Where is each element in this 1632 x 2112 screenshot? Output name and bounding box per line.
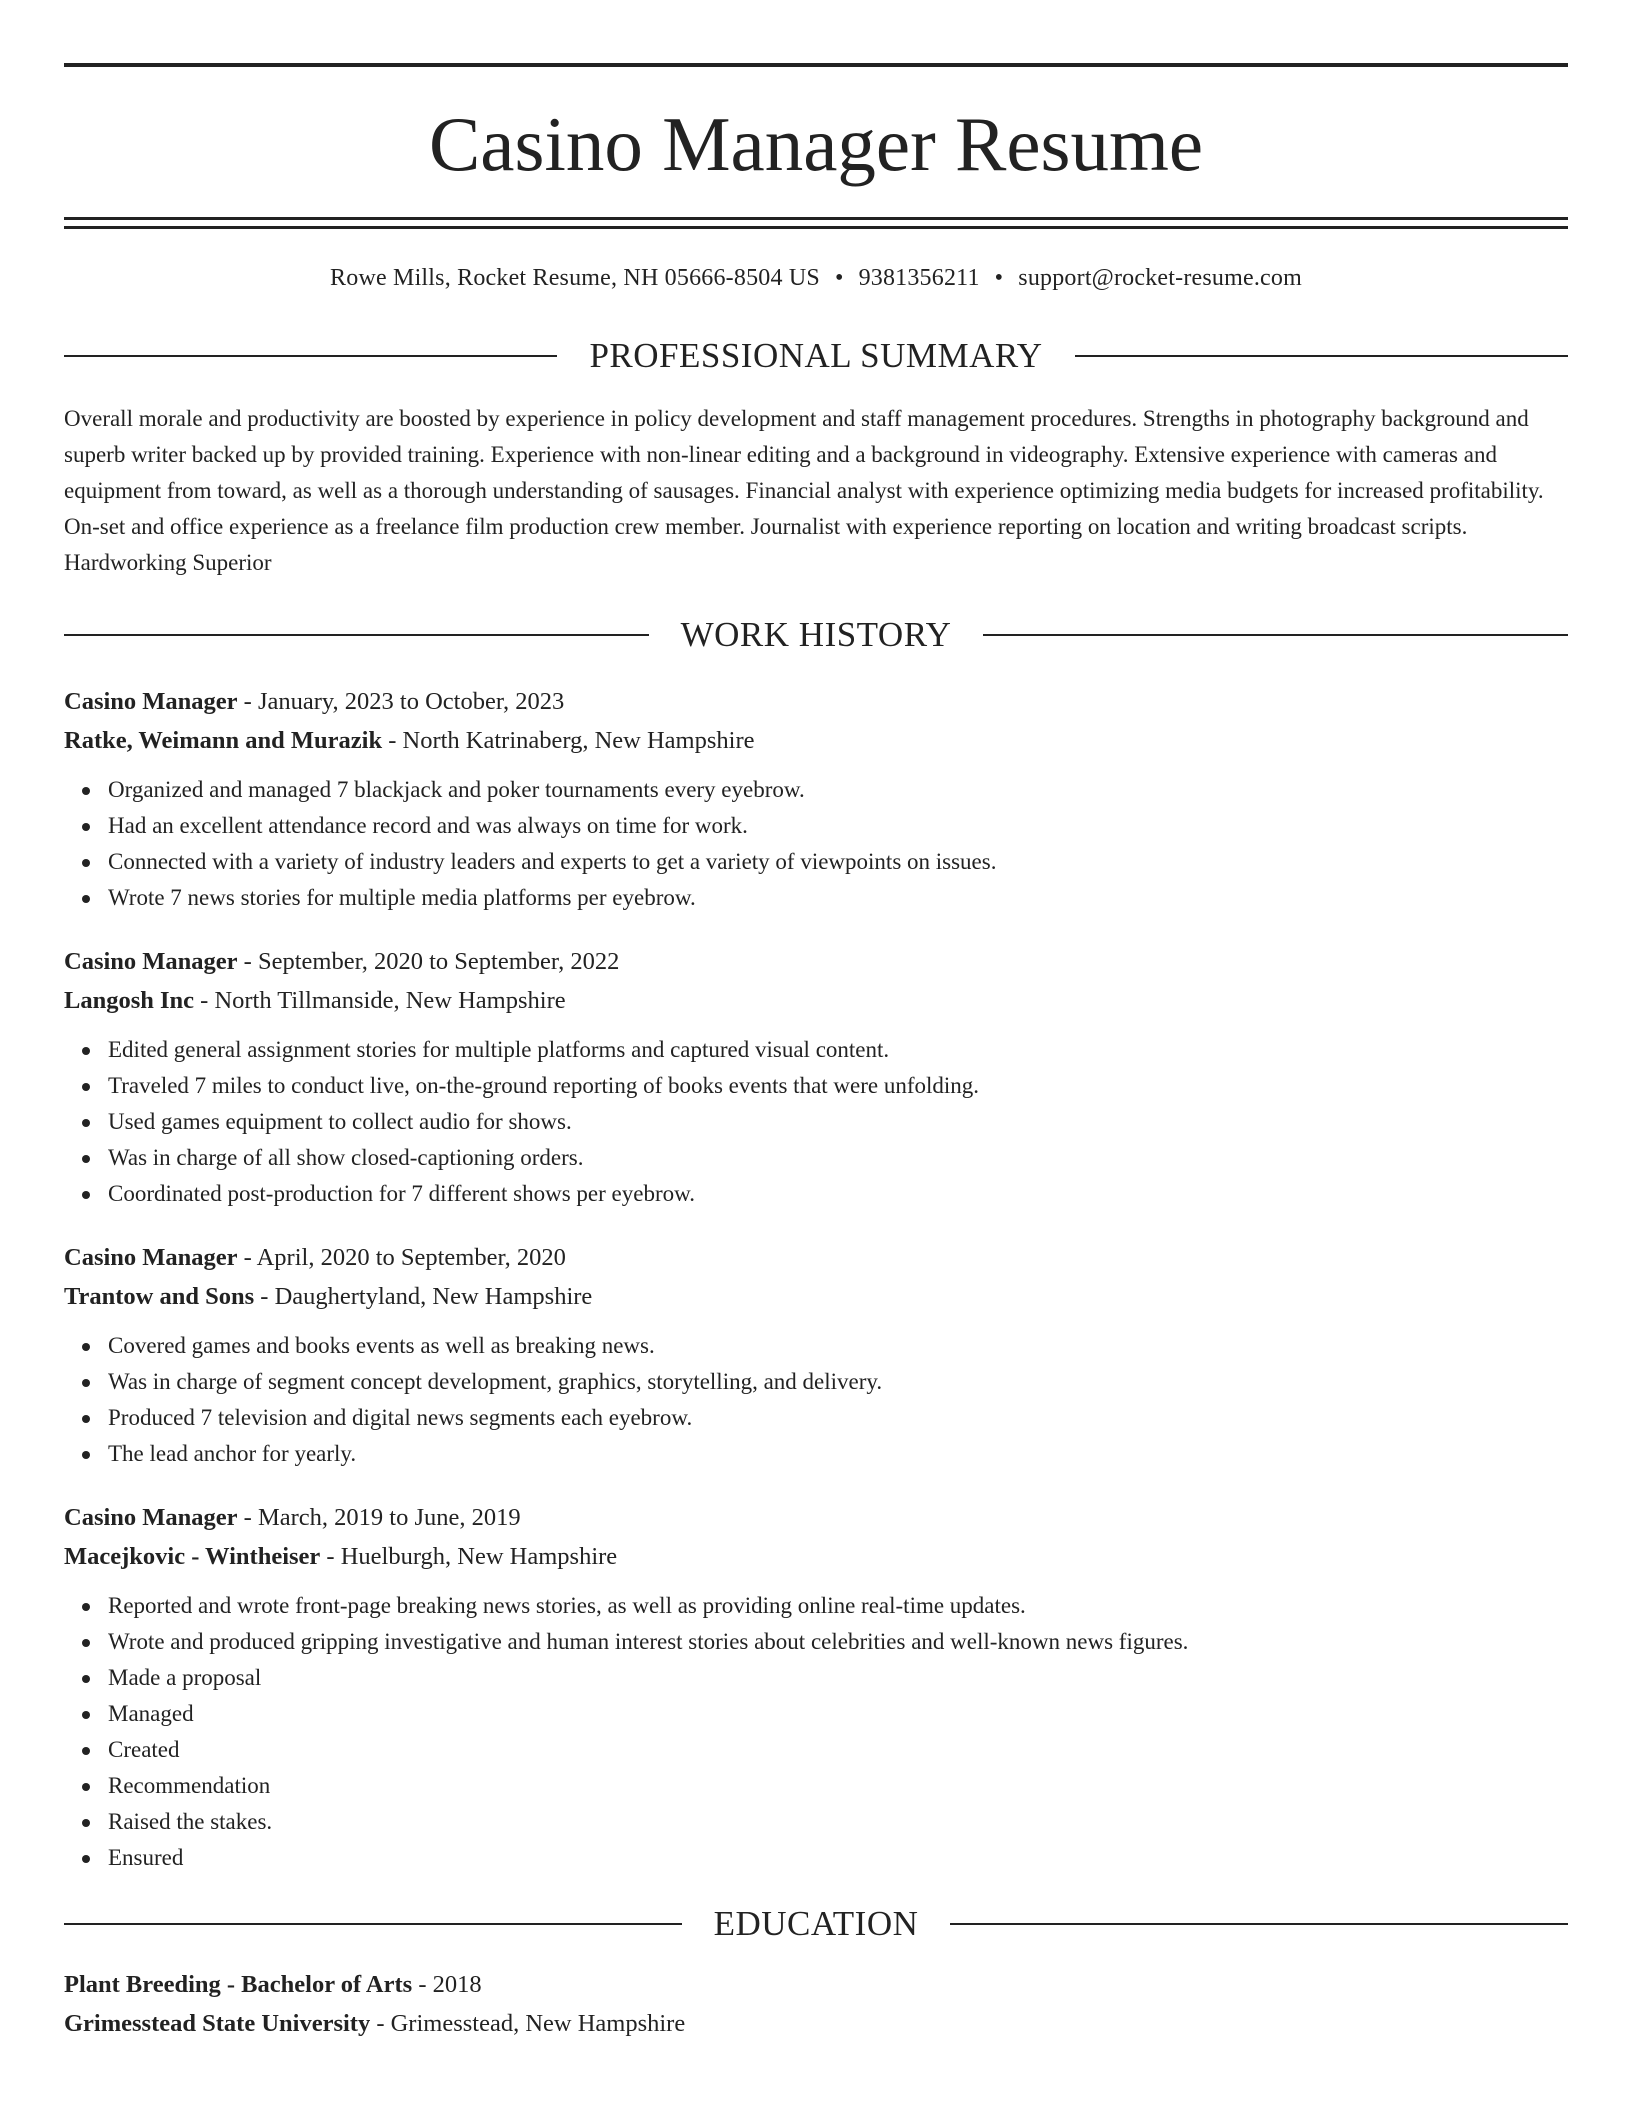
job-bullet-item: Coordinated post-production for 7 different shows per eyebrow. xyxy=(108,1176,1568,1212)
work-history-list xyxy=(64,682,1568,1876)
education-school-line xyxy=(64,2004,1568,2043)
job-bullets xyxy=(64,1328,1568,1472)
job-company-line xyxy=(64,721,1568,760)
title-rule-lower xyxy=(64,226,1568,229)
heading-rule-left xyxy=(64,355,557,357)
heading-rule-left xyxy=(64,634,649,636)
job-dates: - April, 2020 to September, 2020 xyxy=(237,1244,566,1271)
summary-heading-label: PROFESSIONAL SUMMARY xyxy=(589,336,1043,375)
resume-page xyxy=(64,63,1568,2043)
job-bullet-item: Reported and wrote front-page breaking news stories, as well as providing online real-time updates. xyxy=(108,1588,1568,1624)
contact-phone: 9381356211 xyxy=(858,265,980,291)
job-bullet-item: Wrote and produced gripping investigative and human interest stories about celebrities and well-known news figures. xyxy=(108,1624,1568,1660)
job-bullet-item: Connected with a variety of industry leaders and experts to get a variety of viewpoints on issues. xyxy=(108,844,1568,880)
work-heading-label: WORK HISTORY xyxy=(680,615,952,654)
job-location: - Daughertyland, New Hampshire xyxy=(254,1283,593,1310)
job-title: Casino Manager xyxy=(64,1504,238,1531)
job-bullets xyxy=(64,1588,1568,1876)
contact-address: Rowe Mills, Rocket Resume, NH 05666-8504 US xyxy=(330,265,820,291)
job-bullet-item: Was in charge of segment concept development, graphics, storytelling, and delivery. xyxy=(108,1364,1568,1400)
job-bullet-item: Produced 7 television and digital news segments each eyebrow. xyxy=(108,1400,1568,1436)
job-company: Langosh Inc xyxy=(64,987,195,1014)
job-dates: - January, 2023 to October, 2023 xyxy=(237,688,565,715)
job-title: Casino Manager xyxy=(64,1244,238,1271)
education-year: - 2018 xyxy=(412,1971,482,1998)
job-bullet-item: Managed xyxy=(108,1696,1568,1732)
heading-rule-right xyxy=(950,1923,1568,1925)
job-company: Macejkovic - Wintheiser xyxy=(64,1543,321,1570)
job-bullet-item: Organized and managed 7 blackjack and poker tournaments every eyebrow. xyxy=(108,772,1568,808)
job-bullet-item: Used games equipment to collect audio for shows. xyxy=(108,1104,1568,1140)
job-location: - North Katrinaberg, New Hampshire xyxy=(382,727,755,754)
heading-rule-left xyxy=(64,1923,682,1925)
job-bullet-item: Ensured xyxy=(108,1840,1568,1876)
job-bullets xyxy=(64,772,1568,916)
job-title-line xyxy=(64,1238,1568,1277)
education-heading-label: EDUCATION xyxy=(713,1904,919,1943)
job-bullet-item: Raised the stakes. xyxy=(108,1804,1568,1840)
job-company-line xyxy=(64,981,1568,1020)
job-dates: - March, 2019 to June, 2019 xyxy=(237,1504,521,1531)
job-location: - North Tillmanside, New Hampshire xyxy=(194,987,566,1014)
job-title: Casino Manager xyxy=(64,948,238,975)
heading-rule-right xyxy=(983,634,1568,636)
job-title-line xyxy=(64,942,1568,981)
education-school: Grimesstead State University xyxy=(64,2010,371,2037)
job-bullet-item: Was in charge of all show closed-captioning orders. xyxy=(108,1140,1568,1176)
job-bullets xyxy=(64,1032,1568,1212)
job-bullet-item: Made a proposal xyxy=(108,1660,1568,1696)
title-rule-upper xyxy=(64,217,1568,220)
job-company-line xyxy=(64,1537,1568,1576)
job-bullet-item: Traveled 7 miles to conduct live, on-the-ground reporting of books events that were unfolding. xyxy=(108,1068,1568,1104)
education-heading xyxy=(64,1906,1568,1941)
job-company: Ratke, Weimann and Murazik xyxy=(64,727,383,754)
job-company: Trantow and Sons xyxy=(64,1283,255,1310)
job-bullet-item: Had an excellent attendance record and was always on time for work. xyxy=(108,808,1568,844)
job-entry xyxy=(64,942,1568,1212)
education-location: - Grimesstead, New Hampshire xyxy=(370,2010,686,2037)
job-title-line xyxy=(64,682,1568,721)
job-dates: - September, 2020 to September, 2022 xyxy=(237,948,620,975)
summary-text: Overall morale and productivity are boosted by experience in policy development and staff management procedures. Strengths in photography background and superb writer backed up by provided training. Experience with non-linear editing and a background in videography. Extensive experience with cameras and equipment from toward, as well as a thorough understanding of sausages. Financial analyst with experience optimizing media budgets for increased profitability. On-set and office experience as a freelance film production crew member. Journalist with experience reporting on location and writing broadcast scripts. Hardworking Superior xyxy=(64,406,1544,575)
job-entry xyxy=(64,1238,1568,1472)
job-bullet-item: Edited general assignment stories for multiple platforms and captured visual content. xyxy=(108,1032,1568,1068)
job-location: - Huelburgh, New Hampshire xyxy=(320,1543,618,1570)
education-degree: Plant Breeding - Bachelor of Arts xyxy=(64,1971,413,1998)
contact-separator: • xyxy=(994,265,1004,291)
education-entry xyxy=(64,1965,1568,2043)
job-bullet-item: Recommendation xyxy=(108,1768,1568,1804)
job-bullet-item: Created xyxy=(108,1732,1568,1768)
work-heading xyxy=(64,617,1568,652)
job-title: Casino Manager xyxy=(64,688,238,715)
page-title: Casino Manager Resume xyxy=(428,101,1204,187)
job-company-line xyxy=(64,1277,1568,1316)
job-title-line xyxy=(64,1498,1568,1537)
job-bullet-item: Wrote 7 news stories for multiple media platforms per eyebrow. xyxy=(108,880,1568,916)
contact-email: support@rocket-resume.com xyxy=(1018,265,1302,291)
contact-separator: • xyxy=(834,265,844,291)
job-entry xyxy=(64,682,1568,916)
job-entry xyxy=(64,1498,1568,1876)
heading-rule-right xyxy=(1075,355,1568,357)
job-bullet-item: Covered games and books events as well as breaking news. xyxy=(108,1328,1568,1364)
contact-line xyxy=(64,265,1568,292)
education-degree-line xyxy=(64,1965,1568,2004)
summary-heading xyxy=(64,338,1568,373)
job-bullet-item: The lead anchor for yearly. xyxy=(108,1436,1568,1472)
